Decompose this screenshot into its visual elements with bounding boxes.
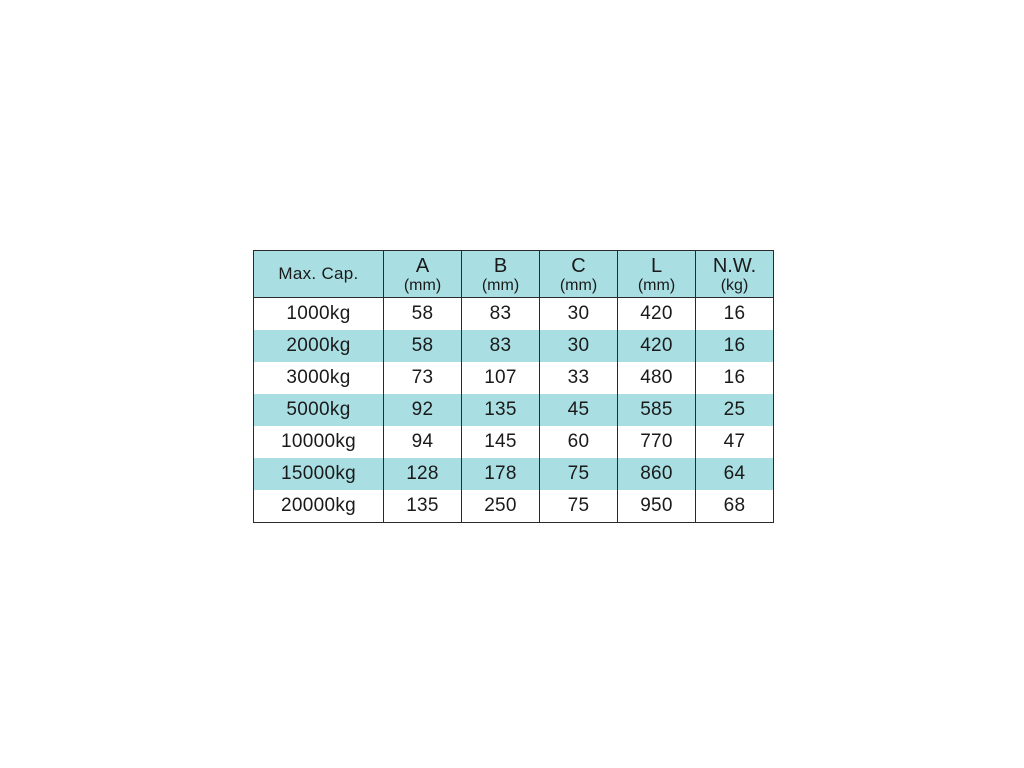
header-col-c: [540, 251, 618, 298]
cell-a-mm: 58: [384, 298, 462, 331]
header-col-b: [462, 251, 540, 298]
spec-table: [253, 250, 774, 523]
cell-c-mm: 45: [540, 394, 618, 426]
table-row: [254, 362, 774, 394]
header-col-l-label: L: [650, 255, 663, 277]
cell-c-mm: 30: [540, 330, 618, 362]
cell-capacity: 3000kg: [254, 362, 384, 394]
header-col-a-unit: (mm): [403, 277, 442, 294]
header-col-nw-unit: (kg): [720, 277, 749, 294]
header-col-nw: [696, 251, 774, 298]
table-row: [254, 490, 774, 523]
table-row: [254, 394, 774, 426]
header-col-b-unit: (mm): [481, 277, 520, 294]
header-col-b-label: B: [493, 255, 508, 277]
cell-c-mm: 33: [540, 362, 618, 394]
cell-l-mm: 420: [618, 330, 696, 362]
cell-nw-kg: 16: [696, 362, 774, 394]
cell-capacity: 15000kg: [254, 458, 384, 490]
cell-a-mm: 58: [384, 330, 462, 362]
header-max-cap: [254, 251, 384, 298]
header-max-cap-label: Max. Cap.: [278, 264, 359, 283]
cell-b-mm: 250: [462, 490, 540, 523]
cell-l-mm: 585: [618, 394, 696, 426]
header-col-l: [618, 251, 696, 298]
cell-capacity: 10000kg: [254, 426, 384, 458]
cell-b-mm: 145: [462, 426, 540, 458]
table-row: [254, 298, 774, 331]
cell-nw-kg: 16: [696, 330, 774, 362]
cell-l-mm: 420: [618, 298, 696, 331]
cell-nw-kg: 25: [696, 394, 774, 426]
cell-nw-kg: 64: [696, 458, 774, 490]
header-col-a-label: A: [415, 255, 430, 277]
cell-nw-kg: 68: [696, 490, 774, 523]
cell-c-mm: 60: [540, 426, 618, 458]
cell-c-mm: 30: [540, 298, 618, 331]
cell-a-mm: 92: [384, 394, 462, 426]
table-row: [254, 458, 774, 490]
cell-b-mm: 178: [462, 458, 540, 490]
cell-capacity: 5000kg: [254, 394, 384, 426]
cell-capacity: 2000kg: [254, 330, 384, 362]
cell-nw-kg: 47: [696, 426, 774, 458]
cell-capacity: 1000kg: [254, 298, 384, 331]
cell-a-mm: 128: [384, 458, 462, 490]
cell-nw-kg: 16: [696, 298, 774, 331]
cell-a-mm: 73: [384, 362, 462, 394]
cell-a-mm: 94: [384, 426, 462, 458]
cell-c-mm: 75: [540, 490, 618, 523]
header-col-l-unit: (mm): [637, 277, 676, 294]
table-body: [254, 298, 774, 523]
header-col-a: [384, 251, 462, 298]
cell-b-mm: 135: [462, 394, 540, 426]
table-row: [254, 426, 774, 458]
cell-b-mm: 107: [462, 362, 540, 394]
cell-l-mm: 950: [618, 490, 696, 523]
cell-l-mm: 480: [618, 362, 696, 394]
header-col-c-label: C: [571, 255, 586, 277]
cell-b-mm: 83: [462, 298, 540, 331]
cell-c-mm: 75: [540, 458, 618, 490]
cell-a-mm: 135: [384, 490, 462, 523]
header-col-nw-label: N.W.: [712, 255, 757, 277]
table-row: [254, 330, 774, 362]
header-col-c-unit: (mm): [559, 277, 598, 294]
cell-l-mm: 770: [618, 426, 696, 458]
cell-l-mm: 860: [618, 458, 696, 490]
cell-capacity: 20000kg: [254, 490, 384, 523]
table-header-row: [254, 251, 774, 298]
cell-b-mm: 83: [462, 330, 540, 362]
